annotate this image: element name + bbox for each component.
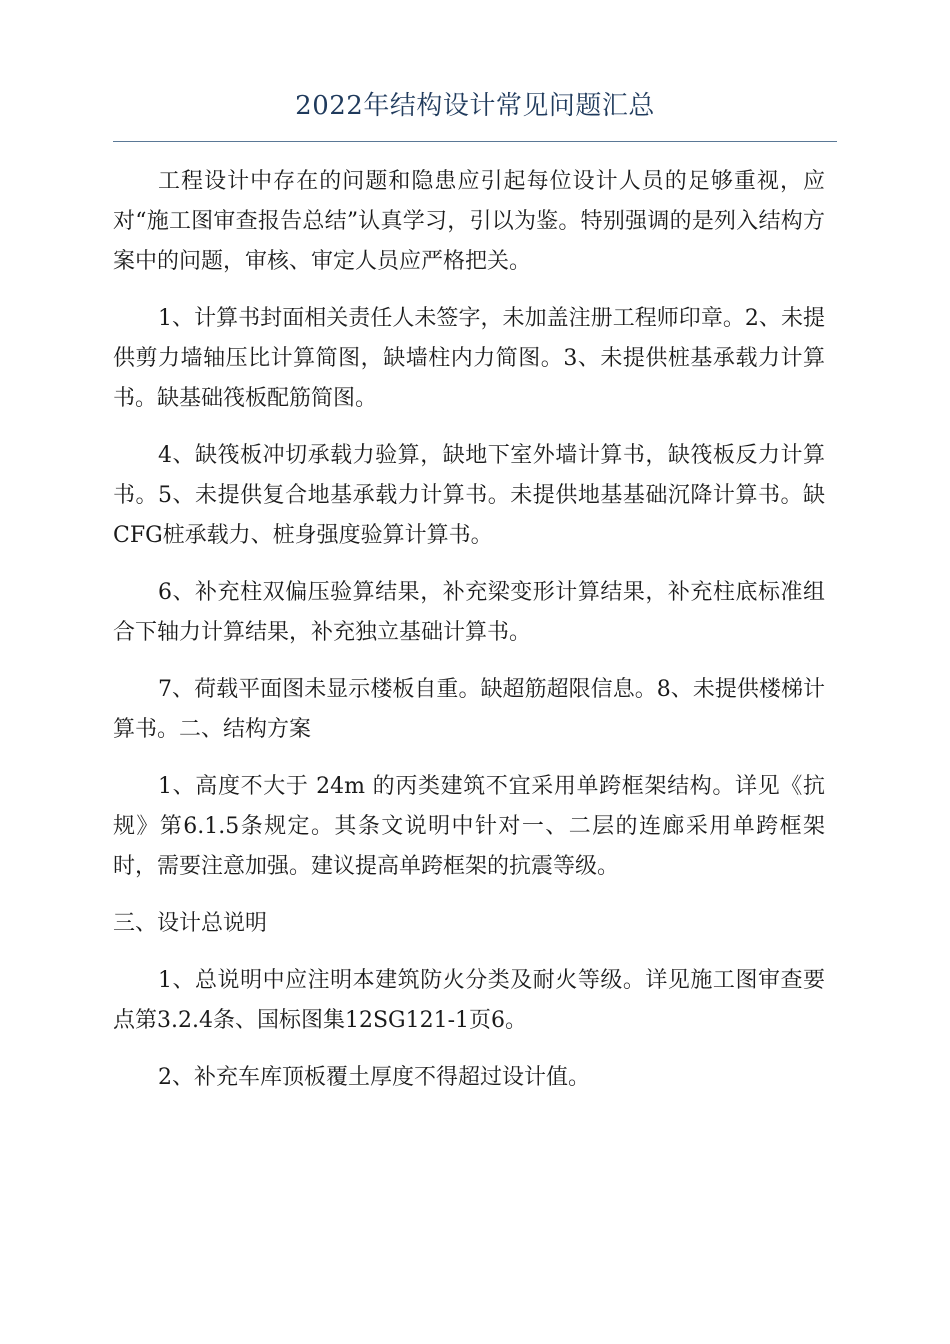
paragraph-item-1-3: 1、计算书封面相关责任人未签字，未加盖注册工程师印章。2、未提供剪力墙轴压比计算简图，缺墙柱内力简图。3、未提供桩基承载力计算书。缺基础筏板配筋简图。 xyxy=(113,306,825,411)
paragraph-structure-scheme-1: 1、高度不大于 24m 的丙类建筑不宜采用单跨框架结构。详见《抗规》第6.1.5条规定。其条文说明中针对一、二层的连廊采用单跨框架时，需要注意加强。建议提高单跨框架的抗震等级。 xyxy=(113,774,825,879)
paragraph-general-notes-1: 1、总说明中应注明本建筑防火分类及耐火等级。详见施工图审查要点第3.2.4条、国标图集12SG121-1页6。 xyxy=(113,968,825,1033)
section-heading-general-notes: 三、设计总说明 xyxy=(113,911,268,936)
document-body xyxy=(113,162,825,1115)
document-title: 2022年结构设计常见问题汇总 xyxy=(295,91,655,121)
paragraph-item-4-5: 4、缺筏板冲切承载力验算，缺地下室外墙计算书，缺筏板反力计算书。5、未提供复合地基承载力计算书。未提供地基基础沉降计算书。缺CFG桩承载力、桩身强度验算计算书。 xyxy=(113,443,825,548)
paragraph-item-6: 6、补充柱双偏压验算结果，补充梁变形计算结果，补充柱底标准组合下轴力计算结果，补充独立基础计算书。 xyxy=(113,580,825,645)
title-underline xyxy=(113,141,837,142)
paragraph-item-7-8: 7、荷载平面图未显示楼板自重。缺超筋超限信息。8、未提供楼梯计算书。二、结构方案 xyxy=(113,677,825,742)
paragraph-intro: 工程设计中存在的问题和隐患应引起每位设计人员的足够重视，应对“施工图审查报告总结”认真学习，引以为鉴。特别强调的是列入结构方案中的问题，审核、审定人员应严格把关。 xyxy=(113,169,825,274)
paragraph-general-notes-2: 2、补充车库顶板覆土厚度不得超过设计值。 xyxy=(158,1065,590,1090)
